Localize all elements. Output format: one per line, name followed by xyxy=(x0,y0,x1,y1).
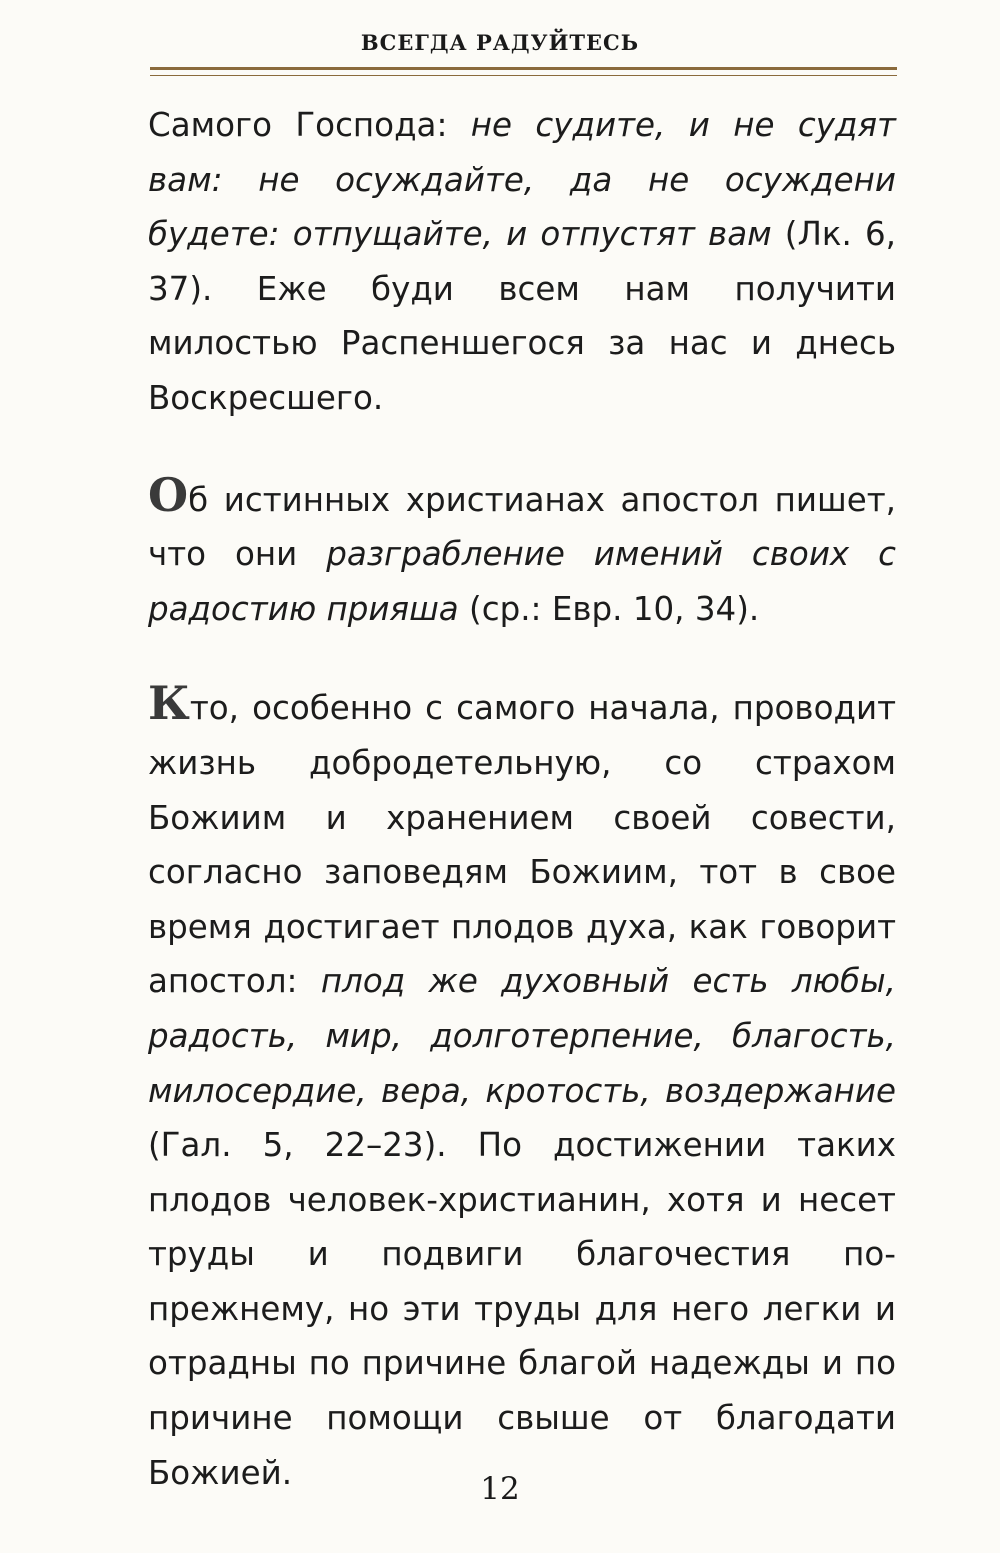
paragraph-1-text-start: Самого Господа: xyxy=(148,106,471,144)
page-number: 12 xyxy=(480,1471,520,1507)
paragraph-2-quote: разграбление имений своих с радостию прияша xyxy=(148,535,897,628)
paragraph-1-text-end: (Лк. 6, 37). Еже буди всем нам получити милостью Распеншегося за нас и днесь Воскресшего. xyxy=(148,215,896,417)
header-rule-thin xyxy=(150,75,897,76)
paragraph-3-text-end: (Гал. 5, 22–23). По достижении таких плодов человек-христианин, хотя и несет труды и подвиги благочестия по-прежнему, но эти труды для него легки и отрадны по причине благой надежды и по причине помощи свыше от благодати Божией. xyxy=(148,1126,896,1492)
header-rule-thick xyxy=(150,67,897,70)
body-text xyxy=(148,98,896,1500)
paragraph-1-quote: не судите, и не судят вам: не осуждайте, да не осуждени будете: отпущайте, и отпустят вам xyxy=(148,106,896,254)
paragraph-3-initial: К xyxy=(148,676,190,731)
paragraph-3-quote: плод же духовный есть любы, радость, мир, долготерпение, благость, милосердие, вера, кротость, воздержание xyxy=(148,962,896,1110)
running-head-title: ВСЕГДА РАДУЙТЕСЬ xyxy=(360,30,640,55)
paragraph-2-initial: О xyxy=(148,467,189,522)
paragraph-3 xyxy=(148,676,896,1500)
paragraph-2 xyxy=(148,467,897,637)
paragraph-3-text-start: то, особенно с самого начала, проводит жизнь добродетельную, со страхом Божиим и хранением своей совести, согласно заповедям Божиим, тот в свое время достигает плодов духа, как говорит апостол: xyxy=(148,689,896,1001)
paragraph-2-text-start: б истинных христианах апостол пишет, что они xyxy=(148,480,896,574)
paragraph-1 xyxy=(148,98,896,426)
paragraph-2-text-end: (ср.: Евр. 10, 34). xyxy=(458,589,760,628)
